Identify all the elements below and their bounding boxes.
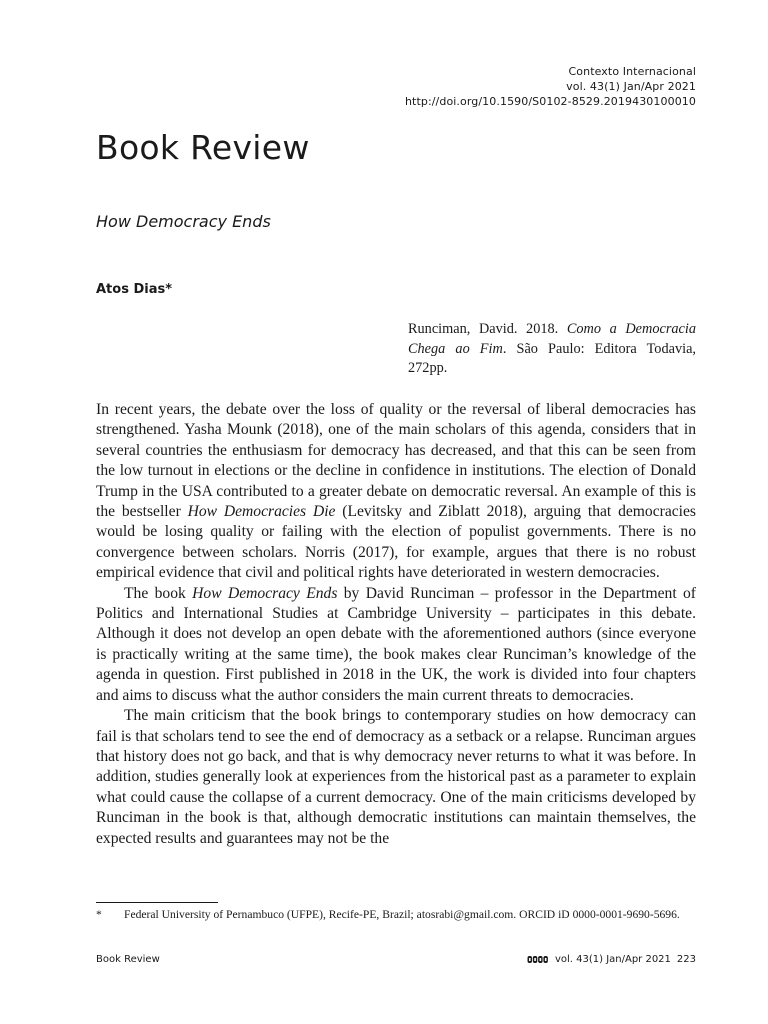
- footer-section-label: Book Review: [96, 954, 160, 965]
- journal-header: [405, 64, 696, 109]
- citation-authors: Runciman, David. 2018.: [408, 321, 567, 337]
- paragraph-1: [96, 400, 696, 584]
- review-subtitle: How Democracy Ends: [96, 212, 271, 231]
- citation-book-title: Como a Democracia Chega ao Fim: [408, 321, 697, 357]
- footer-volume: vol. 43(1) Jan/Apr 2021: [554, 954, 671, 965]
- footnote-marker: *: [96, 908, 102, 921]
- cint-logo-icon: [527, 955, 549, 964]
- paragraph-2-text-end: by David Runciman – professor in the Department of Politics and International Studies at Cambridge University – participates in this debate. Although it does not develop an open debate with the aforementioned authors (since everyone is practically writing at the same time), the book makes clear Runciman’s knowledge of the agenda in question. First published in 2018 in the UK, the work is divided into four chapters and aims to discuss what the author considers the main current threats to democracies.: [96, 584, 696, 704]
- paragraph-2-text-start: The book: [124, 584, 193, 602]
- body-text: [96, 400, 696, 849]
- paragraph-2: [96, 584, 696, 706]
- journal-volume: vol. 43(1) Jan/Apr 2021: [566, 80, 696, 93]
- paragraph-1-text-end: (Levitsky and Ziblatt 2018), arguing that democracies would be losing quality or failing with the election of populist governments. There is no convergence between scholars. Norris (2017), for example, argues that there is no robust empirical evidence that civil and political rights have deteriorated in western democracies.: [96, 503, 696, 582]
- paragraph-1-book-title: How Democracies Die: [187, 503, 336, 521]
- doi-link[interactable]: http://doi.org/10.1590/S0102-8529.2019430100010: [404, 95, 696, 108]
- page-title: Book Review: [96, 128, 310, 167]
- footnote: [96, 906, 696, 923]
- page-number: 223: [676, 954, 696, 965]
- author-name: Atos Dias*: [96, 282, 173, 297]
- citation-publisher: . São Paulo: Editora Todavia, 272pp.: [408, 340, 696, 376]
- paragraph-3: The main criticism that the book brings to contemporary studies on how democracy can fail is that scholars tend to see the end of democracy as a setback or a relapse. Runciman argues that history does not go back, and that is why democracy never returns to what it was before. In addition, studies generally look at experiences from the historical past as a parameter to explain what could cause the collapse of a current democracy. One of the main criticisms developed by Runciman in the book is that, although democratic institutions can maintain themselves, the expected results and guarantees may not be the: [96, 707, 696, 847]
- book-citation: [408, 320, 696, 379]
- footnote-text: Federal University of Pernambuco (UFPE), Recife-PE, Brazil; atosrabi@gmail.com. ORCID iD 0000-0001-9690-5696.: [124, 908, 680, 921]
- paragraph-2-book-title: How Democracy Ends: [192, 584, 338, 602]
- paragraph-1-text: In recent years, the debate over the loss of quality or the reversal of liberal democracies has strengthened. Yasha Mounk (2018), one of the main scholars of this agenda, considers that in several countries the enthusiasm for democracy has decreased, and that this can be seen from the low turnout in elections or the decline in confidence in institutions. The election of Donald Trump in the USA contributed to a greater debate on democratic reversal. An example of this is the bestseller: [96, 401, 696, 521]
- footnote-divider: [96, 902, 218, 903]
- footer-page-info: [527, 954, 696, 965]
- journal-name: Contexto Internacional: [568, 65, 696, 78]
